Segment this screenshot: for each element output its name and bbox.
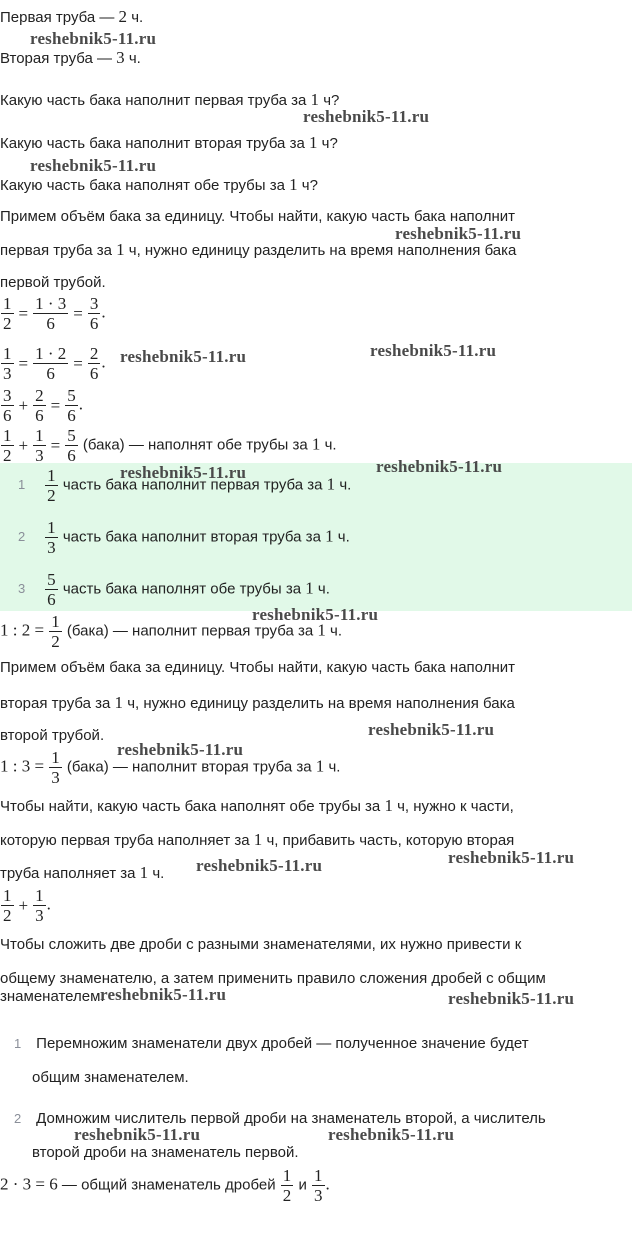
question-text: Какую часть бака наполнит первая труба за [0, 92, 307, 109]
numerator: 3 [89, 294, 99, 313]
period: . [101, 352, 106, 372]
answer-text: часть бака наполнит вторая труба за [62, 528, 321, 546]
given-text: Вторая труба — [0, 50, 112, 67]
denominator: 2 [3, 906, 12, 925]
numerator: 1 [3, 344, 12, 363]
para-number: 1 [116, 240, 125, 259]
denominator: 2 [51, 632, 60, 651]
watermark: reshebnik5-11.ru [395, 224, 522, 243]
question-text: Какую часть бака наполнят обе трубы за [0, 177, 285, 194]
answer-item-3 [18, 570, 330, 609]
numerator: 1 [35, 426, 44, 445]
fraction [1, 886, 14, 925]
denominator: 6 [47, 590, 56, 609]
denominator: 3 [35, 906, 44, 925]
answer-value: 1 [326, 474, 336, 494]
para-text: ч, прибавить часть, которую вторая [266, 832, 515, 849]
calc-caption: (бака) — наполнит вторая труба за [66, 758, 312, 776]
equals-sign: = [18, 303, 29, 323]
fraction [1, 426, 14, 465]
para-text: первая труба за [0, 242, 112, 259]
watermark: reshebnik5-11.ru [368, 720, 495, 739]
numerator: 1 [35, 886, 44, 905]
watermark: reshebnik5-11.ru [120, 463, 247, 482]
watermark: reshebnik5-11.ru [120, 347, 247, 366]
numerator: 1 · 3 [35, 294, 67, 313]
answer-text: часть бака наполнят обе трубы за [62, 580, 302, 598]
para-number: 1 [139, 863, 149, 882]
period: . [78, 394, 83, 414]
step-item-1 [14, 1035, 529, 1053]
fraction [1, 386, 14, 425]
para3-line-3 [0, 864, 164, 883]
denominator: 6 [67, 406, 76, 425]
fraction [33, 294, 68, 333]
given-unit: ч. [128, 50, 141, 67]
para-text: ч. [152, 865, 165, 882]
equation-caption: (бака) — наполнят обе трубы за [82, 436, 308, 454]
denominator: 6 [3, 406, 12, 425]
denominator: 6 [89, 364, 99, 383]
question-number: 1 [310, 90, 320, 109]
question-number: 1 [308, 133, 318, 152]
para-text: вторая труба за [0, 695, 111, 712]
numerator: 5 [67, 386, 76, 405]
para-text: Чтобы найти, какую часть бака наполнят обе трубы за [0, 798, 381, 815]
fraction [33, 426, 46, 465]
fraction [65, 386, 78, 425]
fraction [33, 386, 46, 425]
given-number: 2 [118, 7, 128, 26]
para4-line-2: общему знаменателю, а затем применить правило сложения дробей с общим [0, 970, 546, 987]
equals-sign: = [50, 435, 61, 455]
answer-value: 1 [305, 578, 314, 598]
calc-number: 1 [317, 620, 326, 640]
equation-number: 1 [311, 434, 321, 454]
given-line-2 [0, 49, 141, 68]
fraction [45, 570, 58, 609]
para3-line-2 [0, 831, 514, 850]
calc-expression: 1 : 3 = [0, 756, 45, 776]
equals-sign: = [73, 353, 83, 373]
answer-text: ч. [317, 580, 330, 598]
denominator: 3 [47, 538, 56, 557]
denominator: 3 [35, 446, 44, 465]
plus-sign: + [18, 895, 29, 915]
calc-expression: 1 : 2 = [0, 620, 45, 640]
answer-value: 1 [325, 526, 334, 546]
watermark: reshebnik5-11.ru [448, 989, 575, 1008]
answer-item-2 [18, 518, 350, 557]
numerator: 1 [47, 518, 56, 537]
plus-sign: + [18, 435, 29, 455]
watermark: reshebnik5-11.ru [252, 605, 379, 624]
period: . [325, 1174, 330, 1194]
step-number: 2 [14, 1111, 22, 1126]
numerator: 1 [47, 466, 56, 485]
answer-number: 2 [18, 529, 26, 545]
denominator: 3 [3, 364, 12, 383]
equals-sign: = [50, 395, 61, 415]
denominator: 6 [67, 446, 76, 465]
step-text: Перемножим знаменатели двух дробей — полученное значение будет [36, 1035, 529, 1052]
question-3 [0, 176, 318, 195]
calc-expression: 2 · 3 = 6 [0, 1174, 58, 1194]
step-item-2-cont: второй дроби на знаменатель первой. [32, 1144, 299, 1161]
equals-sign: = [18, 353, 29, 373]
watermark: reshebnik5-11.ru [328, 1125, 455, 1144]
para-text: труба наполняет за [0, 865, 136, 882]
watermark: reshebnik5-11.ru [74, 1125, 201, 1144]
watermark: reshebnik5-11.ru [376, 457, 503, 476]
step-text: Домножим числитель первой дроби на знаменатель второй, а числитель [36, 1110, 546, 1127]
calc-caption: ч. [328, 758, 341, 776]
question-1 [0, 91, 339, 110]
step-number: 1 [14, 1036, 22, 1051]
given-number: 3 [116, 48, 125, 67]
calc-caption: (бака) — наполнит первая труба за [66, 622, 314, 640]
numerator: 3 [3, 386, 12, 405]
watermark: reshebnik5-11.ru [448, 848, 575, 867]
given-line-1 [0, 8, 143, 27]
numerator: 1 [282, 1166, 292, 1185]
para2-line-1: Примем объём бака за единицу. Чтобы найти, какую часть бака наполнит [0, 659, 515, 676]
para4-line-1: Чтобы сложить две дроби с разными знаменателями, их нужно привести к [0, 936, 522, 953]
sum-expression [0, 886, 51, 925]
numerator: 1 · 2 [35, 344, 67, 363]
question-2 [0, 134, 338, 153]
denominator: 6 [33, 363, 68, 383]
given-unit: ч. [131, 9, 144, 26]
equation-3 [0, 386, 83, 425]
fraction [49, 748, 62, 787]
numerator: 1 [3, 294, 12, 313]
para-text: ч, нужно единицу разделить на время наполнения бака [128, 242, 517, 259]
para-number: 1 [384, 796, 393, 815]
numerator: 1 [3, 886, 12, 905]
watermark: reshebnik5-11.ru [303, 107, 430, 126]
denominator: 6 [89, 314, 99, 333]
numerator: 2 [35, 386, 44, 405]
denominator: 6 [35, 406, 44, 425]
plus-sign: + [18, 395, 29, 415]
watermark: reshebnik5-11.ru [100, 985, 227, 1004]
numerator: 1 [3, 426, 12, 445]
para-number: 1 [114, 693, 124, 712]
equation-caption: ч. [324, 436, 337, 454]
watermark: reshebnik5-11.ru [370, 341, 497, 360]
conjunction: и [298, 1176, 307, 1194]
fraction [45, 518, 58, 557]
fraction [33, 886, 46, 925]
para-text: ч, нужно единицу разделить на время наполнения бака [127, 695, 515, 712]
fraction [312, 1166, 325, 1205]
watermark: reshebnik5-11.ru [117, 740, 244, 759]
para-number: 1 [253, 830, 263, 849]
answer-number: 1 [18, 477, 26, 493]
fraction [33, 344, 68, 383]
numerator: 2 [89, 344, 99, 363]
para1-line-3: первой трубой. [0, 274, 106, 291]
fraction [65, 426, 78, 465]
equation-2 [0, 344, 106, 383]
denominator: 6 [33, 313, 68, 333]
denominator: 3 [314, 1186, 323, 1205]
numerator: 1 [51, 748, 60, 767]
question-number: 1 [289, 175, 298, 194]
numerator: 1 [51, 612, 60, 631]
question-text: Какую часть бака наполнит вторая труба за [0, 135, 305, 152]
period: . [46, 894, 51, 914]
fraction [49, 612, 62, 651]
numerator: 5 [67, 426, 76, 445]
numerator: 1 [314, 1166, 323, 1185]
given-text: Первая труба — [0, 9, 115, 26]
para1-line-1: Примем объём бака за единицу. Чтобы найти, какую часть бака наполнит [0, 208, 515, 225]
denominator: 2 [3, 446, 12, 465]
denominator: 2 [282, 1186, 292, 1205]
answer-text: ч. [337, 528, 350, 546]
question-text: ч? [321, 135, 338, 152]
answer-text: часть бака наполнит первая труба за [62, 476, 323, 494]
common-denominator-line [0, 1166, 330, 1205]
para-text: ч, нужно к части, [397, 798, 514, 815]
watermark: reshebnik5-11.ru [30, 29, 157, 48]
calc-caption: ч. [330, 622, 343, 640]
fraction [88, 344, 101, 383]
calc-number: 1 [315, 756, 325, 776]
para2-line-2 [0, 694, 515, 713]
watermark: reshebnik5-11.ru [196, 856, 323, 875]
fraction [88, 294, 101, 333]
denominator: 2 [47, 486, 56, 505]
para-text: которую первая труба наполняет за [0, 832, 250, 849]
para2-line-3: второй трубой. [0, 727, 105, 744]
period: . [101, 302, 106, 322]
fraction [1, 294, 14, 333]
question-text: ч? [301, 177, 318, 194]
equals-sign: = [73, 303, 83, 323]
fraction [45, 466, 58, 505]
denominator: 3 [51, 768, 60, 787]
fraction [1, 344, 14, 383]
equation-1 [0, 294, 106, 333]
para4-line-3: знаменателем. [0, 988, 105, 1005]
answer-number: 3 [18, 581, 26, 597]
equation-4 [0, 426, 337, 465]
question-text: ч? [323, 92, 340, 109]
para3-line-1 [0, 797, 514, 816]
denominator: 2 [3, 314, 12, 333]
step-item-1-cont: общим знаменателем. [32, 1069, 189, 1086]
numerator: 5 [47, 570, 56, 589]
fraction [281, 1166, 294, 1205]
watermark: reshebnik5-11.ru [30, 156, 157, 175]
answer-text: ч. [339, 476, 352, 494]
final-caption: — общий знаменатель дробей [61, 1176, 276, 1194]
